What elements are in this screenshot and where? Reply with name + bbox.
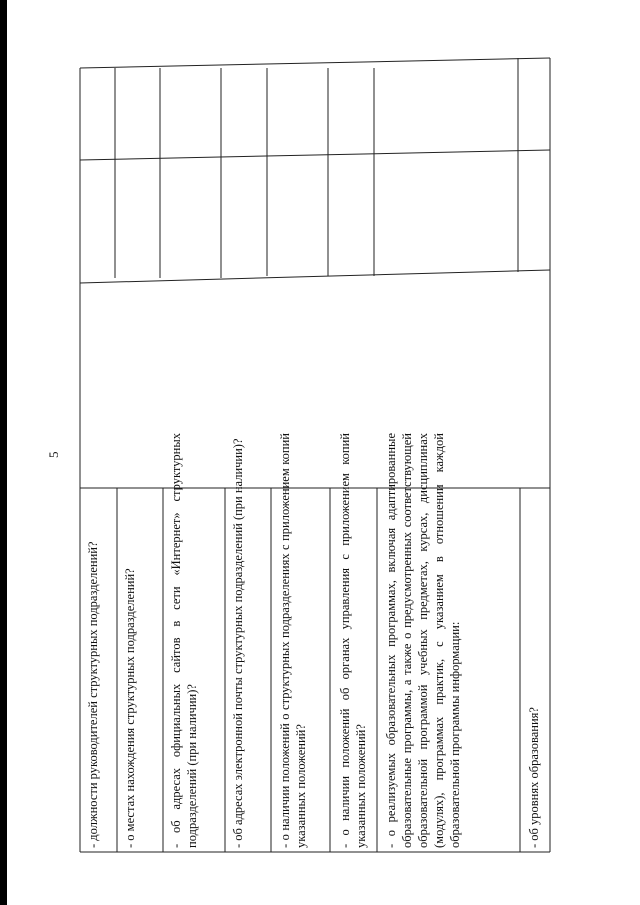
rotated-table-text xyxy=(80,68,550,852)
question-row-8: - об уровнях образования? xyxy=(527,707,541,848)
question-row-7: - о реализуемых образовательных программах, включая адаптированные образовательные программы, а также о предусмотренных соответствующей образовательной программой учебных предметах, курсах, дисциплинах (модулях), программах практик, с указанием в отношении каждой образовательной программы информации: xyxy=(384,433,462,848)
table-border-top xyxy=(80,58,550,68)
question-row-1: - должности руководителей структурных подразделений? xyxy=(86,541,100,848)
question-row-2: - о местах нахождения структурных подразделений? xyxy=(123,568,137,848)
question-row-5: - о наличии положений о структурных подразделениях с приложением копий указанных положений? xyxy=(278,433,308,848)
question-row-6: - о наличии положений об органах управления с приложением копий указанных положений? xyxy=(338,433,368,848)
question-row-4: - об адресах электронной почты структурных подразделений (при наличии)? xyxy=(231,438,245,848)
question-row-3: - об адресах официальных сайтов в сети «Интернет» структурных подразделений (при наличии)? xyxy=(169,433,199,848)
page-number: 5 xyxy=(46,451,61,458)
